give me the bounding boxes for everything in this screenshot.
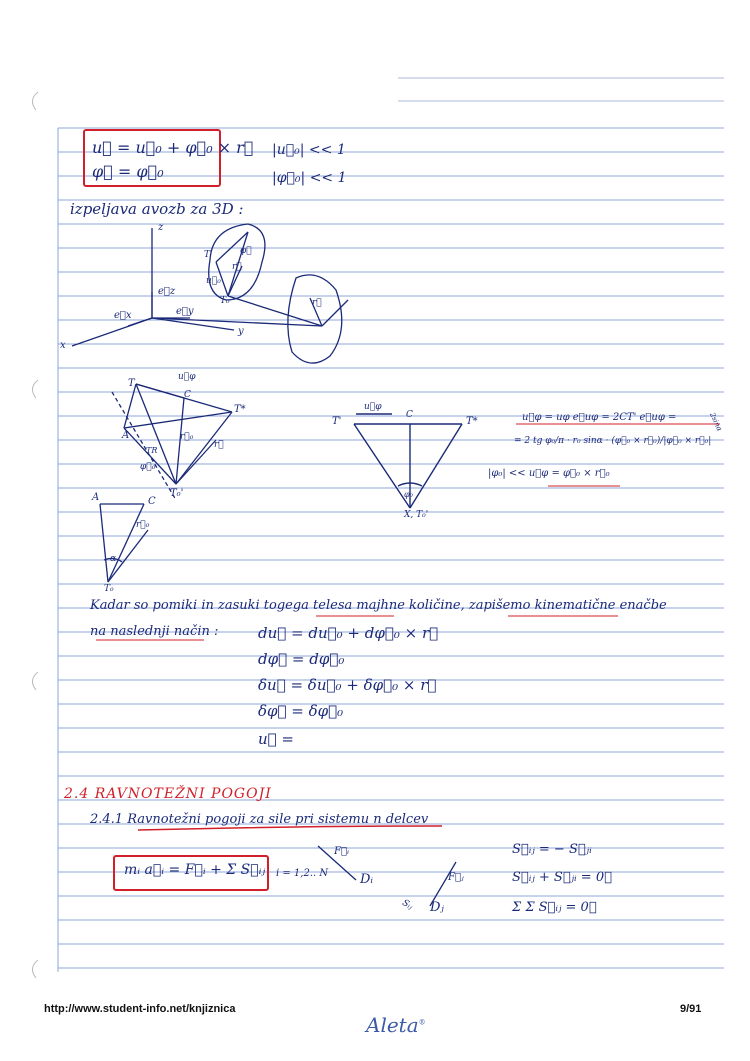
small-T0-label: T₀: [104, 584, 114, 594]
small-alpha-label: α: [110, 554, 117, 564]
axis-y-label: y: [238, 326, 244, 337]
tri-phi0-label: φ⃗₀: [140, 462, 156, 472]
kin-eq-5: u⃗ =: [258, 730, 294, 748]
vec-phi-label: φ⃗: [240, 246, 252, 256]
eq-rotation: φ⃗ = φ⃗₀: [92, 162, 164, 181]
vec-r-label: r⃗: [232, 262, 242, 272]
unit-ex-label: e⃗x: [114, 310, 132, 321]
right-eq-2: S⃗ᵢⱼ + S⃗ⱼᵢ = 0⃗: [512, 870, 612, 885]
cone-phi0-label: φ₀: [404, 490, 413, 499]
tri-Tstar-label: T*: [234, 404, 246, 415]
tri-T0prime-label: T₀': [170, 488, 184, 499]
point-T-label: T: [204, 250, 211, 260]
ruled-lines: [58, 128, 724, 968]
kin-eq-4: δφ⃗ = δφ⃗₀: [258, 702, 344, 720]
internal-Sij-label: Sᵢⱼ: [400, 898, 415, 912]
force-Fi-label: F⃗ᵢ: [334, 846, 349, 857]
cone-uphi-label: u⃗φ: [364, 402, 382, 412]
tri-A-label: A: [122, 430, 130, 441]
tri-C-label: C: [184, 390, 191, 400]
vec-u0-label: u⃗₀: [206, 276, 221, 286]
cone-bottom-label: X, T₀': [404, 510, 429, 520]
particle-Dj-label: Dⱼ: [430, 900, 444, 915]
fig-small-cone: [100, 504, 148, 582]
cond-small-u: |u⃗₀| << 1: [272, 142, 346, 158]
footer-logo: [366, 1013, 426, 1037]
tri-TR-label: TR: [146, 446, 158, 455]
section-subtitle: 2.4.1 Ravnotežni pogoji za sile pri sistemu n delcev: [90, 812, 429, 827]
paragraph-line-1: Kadar so pomiki in zasuki togega telesa majhne količine, zapišemo kinematične enačbe: [90, 598, 667, 613]
cone-C-label: C: [406, 410, 413, 420]
section-title: 2.4 RAVNOTEŽNI POGOJI: [64, 786, 272, 802]
cond-small-phi: |φ⃗₀| << 1: [272, 170, 347, 186]
fig-3d: [72, 224, 348, 363]
right-eq-1: S⃗ᵢⱼ = − S⃗ⱼᵢ: [512, 842, 592, 857]
tri-T-label: T: [128, 378, 135, 389]
side-eq-2: = 2 tg φ₀/π · r₀ sinα · (φ⃗₀ × r⃗₀)/|φ⃗₀ × r⃗₀|: [514, 436, 712, 446]
kin-eq-3: δu⃗ = δu⃗₀ + δφ⃗₀ × r⃗: [258, 676, 437, 694]
derivation-heading: izpeljava avozb za 3D :: [70, 200, 244, 218]
force-Fj-label: F⃗ⱼ: [448, 872, 464, 883]
cone-Tprime-label: T': [332, 416, 342, 427]
tri-r0-label: r⃗₀: [180, 432, 194, 442]
axis-x-label: x: [60, 340, 66, 351]
footer-url: http://www.student-info.net/knjiznica: [44, 1003, 236, 1015]
particle-Di-label: Dᵢ: [360, 872, 374, 887]
tri-r-label: r⃗: [214, 440, 224, 450]
footer-logo-text: Aleta: [366, 1013, 419, 1037]
unit-ez-label: e⃗z: [158, 286, 176, 297]
footer-logo-mark: ®: [418, 1018, 426, 1027]
small-A-label: A: [92, 492, 100, 503]
punch-holes: [32, 92, 38, 978]
newton-range: i = 1,2.. N: [276, 868, 329, 879]
paragraph-line-2: na naslednji način :: [90, 624, 219, 639]
axis-z-label: z: [158, 222, 164, 233]
small-r0-label: r⃗₀: [136, 520, 150, 530]
unit-ey-label: e⃗y: [176, 306, 194, 317]
kin-eq-1: du⃗ = du⃗₀ + dφ⃗₀ × r⃗: [258, 624, 439, 642]
small-C-label: C: [148, 496, 156, 507]
side-eq-3: |φ₀| << u⃗φ = φ⃗₀ × r⃗₀: [488, 468, 610, 479]
tri-uphi-label: u⃗φ: [178, 372, 196, 382]
kin-eq-2: dφ⃗ = dφ⃗₀: [258, 650, 345, 668]
right-eq-3: Σ Σ S⃗ᵢⱼ = 0⃗: [512, 900, 597, 915]
side-eq-side: 2sinα: [708, 411, 724, 433]
cone-Tstar-label: T*: [466, 416, 478, 427]
eq-displacement: u⃗ = u⃗₀ + φ⃗₀ × r⃗: [92, 138, 254, 157]
point-T0-label: T₀: [220, 296, 230, 306]
newton-eq: mᵢ a⃗ᵢ = F⃗ᵢ + Σ S⃗ᵢⱼ: [124, 862, 266, 878]
vec-r2-label: r⃗: [312, 298, 322, 308]
footer-page-number: 9/91: [680, 1003, 702, 1015]
side-eq-1: u⃗φ = uφ e⃗uφ = 2CT' e⃗uφ =: [522, 412, 677, 423]
